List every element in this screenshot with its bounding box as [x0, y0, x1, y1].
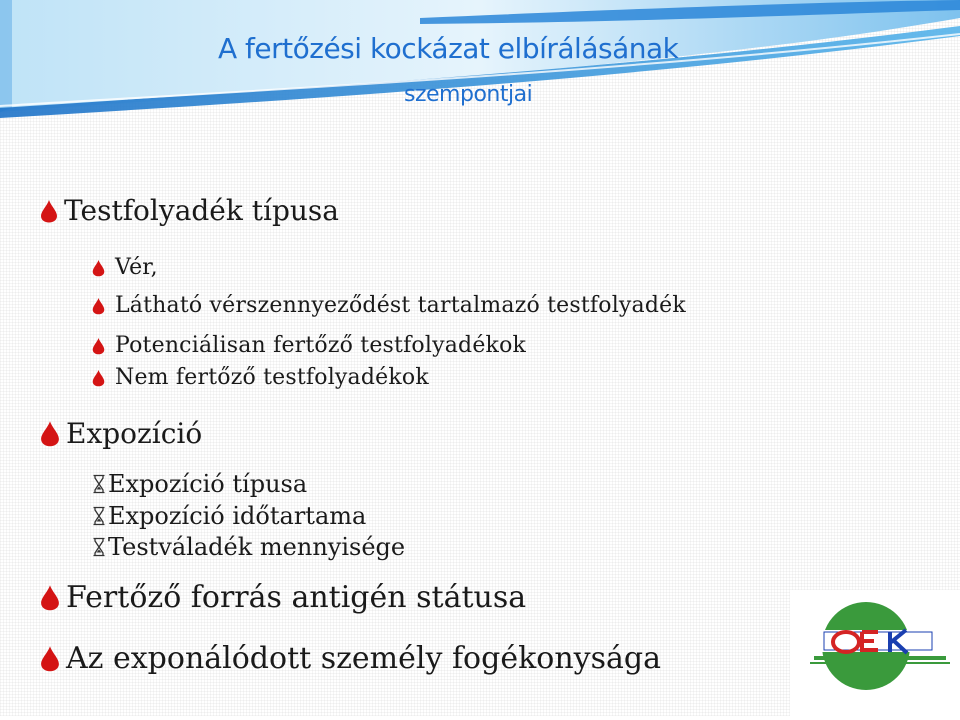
red-drop-bullet-icon	[40, 199, 58, 223]
list-item-text: Látható vérszennyeződést tartalmazó testfolyadék	[115, 293, 686, 318]
list-item	[92, 502, 366, 530]
red-drop-bullet-icon	[92, 259, 105, 277]
red-drop-bullet-icon	[40, 584, 60, 611]
list-item-text: Expozíció időtartama	[108, 502, 367, 530]
section-heading	[40, 417, 202, 450]
list-item	[92, 533, 405, 561]
list-item-text: Nem fertőző testfolyadékok	[115, 365, 429, 390]
list-item-text: Expozíció típusa	[108, 470, 308, 498]
oek-logo-graphic	[790, 590, 960, 716]
list-item	[92, 333, 526, 358]
red-drop-bullet-icon	[40, 420, 60, 447]
red-drop-bullet-icon	[40, 645, 60, 672]
list-item	[92, 365, 429, 390]
title-line-2: szempontjai	[404, 82, 533, 107]
red-drop-bullet-icon	[92, 337, 105, 355]
section-heading	[40, 580, 526, 615]
section-heading-text: Fertőző forrás antigén státusa	[66, 580, 527, 615]
red-drop-bullet-icon	[92, 369, 105, 387]
section-heading-text: Az exponálódott személy fogékonysága	[66, 641, 661, 676]
hourglass-bullet-icon	[92, 506, 106, 526]
list-item-text: Testváladék mennyisége	[108, 533, 406, 561]
red-drop-bullet-icon	[92, 297, 105, 315]
section-heading	[40, 194, 339, 227]
list-item-text: Vér,	[115, 255, 158, 280]
list-item	[92, 470, 307, 498]
list-item	[92, 293, 686, 318]
hourglass-bullet-icon	[92, 474, 106, 494]
section-heading	[40, 641, 661, 676]
title-line-1: A fertőzési kockázat elbírálásának	[218, 32, 679, 65]
section-heading-text: Testfolyadék típusa	[64, 194, 339, 227]
list-item-text: Potenciálisan fertőző testfolyadékok	[115, 333, 527, 358]
section-heading-text: Expozíció	[66, 417, 203, 450]
oek-logo	[790, 590, 960, 716]
list-item	[92, 255, 158, 280]
hourglass-bullet-icon	[92, 537, 106, 557]
